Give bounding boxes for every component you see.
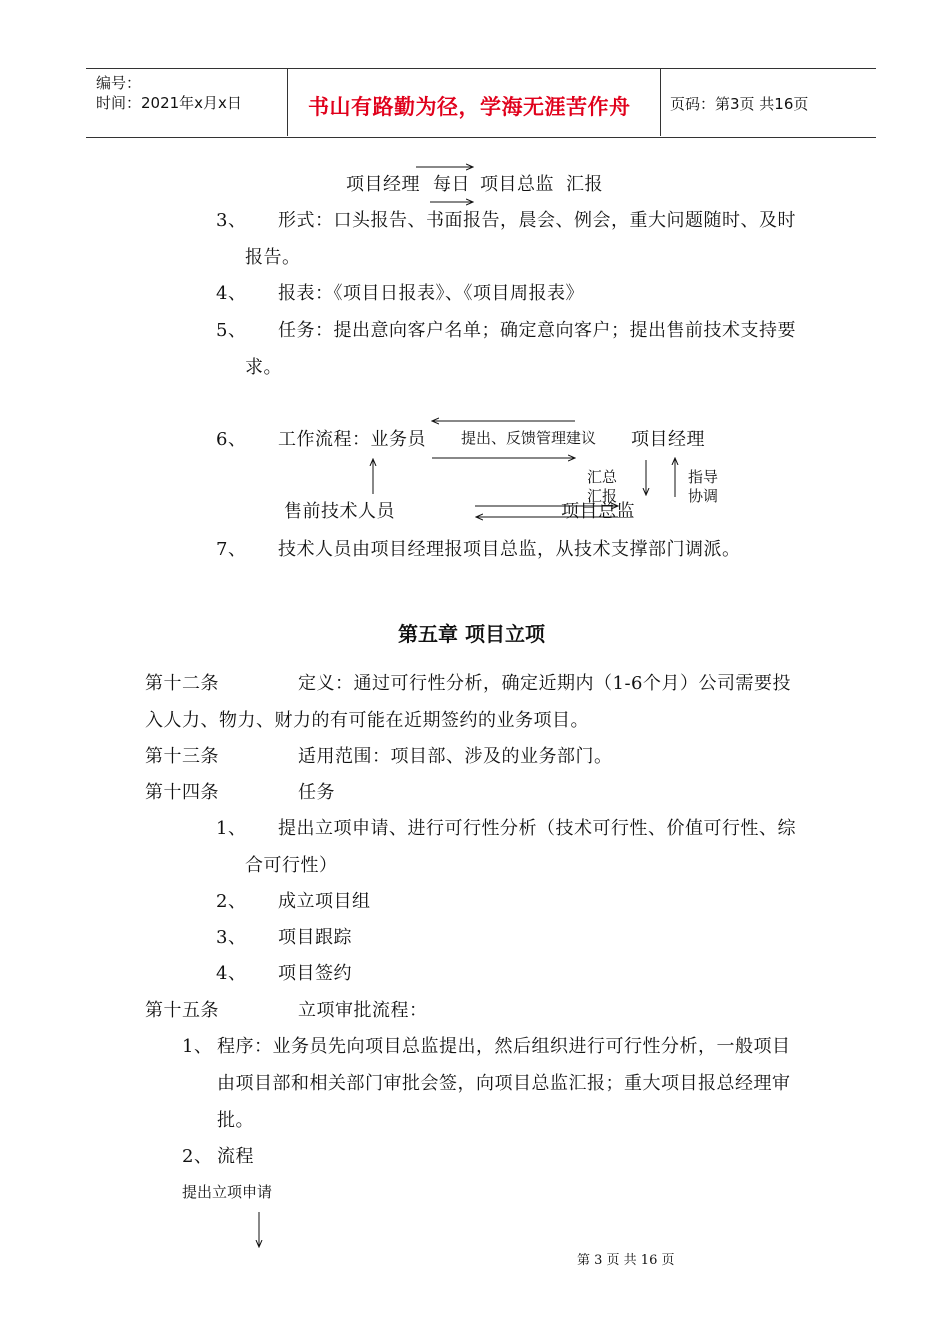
- workflow-guide: 指导: [688, 468, 719, 486]
- list-item-text: 项目签约: [278, 963, 352, 984]
- list-number: 6、: [216, 429, 247, 450]
- workflow-presales: 售前技术人员: [284, 501, 395, 522]
- doc-number-label: 编号：: [96, 74, 142, 92]
- list-number: 1、: [216, 818, 247, 839]
- article-label: 第十五条: [145, 1000, 219, 1021]
- page-indicator: 页码：第3页 共16页: [670, 95, 809, 113]
- article-text: 任务: [298, 782, 335, 803]
- workflow-summary: 汇总: [587, 468, 618, 486]
- article-label: 第十二条: [145, 673, 219, 694]
- workflow-pm: 项目经理: [631, 429, 705, 450]
- workflow-guide: 协调: [688, 487, 719, 505]
- article-text: 定义：通过可行性分析，确定近期内（1-6个月）公司需要投: [298, 673, 791, 694]
- list-item-text: 由项目部和相关部门审批会签，向项目总监汇报；重大项目报总经理审: [217, 1073, 791, 1094]
- flow-start-node: 提出立项申请: [182, 1183, 273, 1201]
- flow-pm: 项目经理: [346, 174, 420, 195]
- list-item-text: 求。: [245, 357, 282, 378]
- article-label: 第十四条: [145, 782, 219, 803]
- list-item-text: 任务：提出意向客户名单；确定意向客户；提出售前技术支持要: [278, 320, 796, 341]
- list-item-text: 形式：口头报告、书面报告，晨会、例会，重大问题随时、及时: [278, 210, 796, 231]
- list-item-text: 批。: [217, 1110, 254, 1131]
- list-item-text: 程序：业务员先向项目总监提出，然后组织进行可行性分析，一般项目: [217, 1036, 791, 1057]
- list-number: 4、: [216, 963, 247, 984]
- list-number: 3、: [216, 210, 247, 231]
- workflow-feedback: 提出、反馈管理建议: [461, 429, 597, 447]
- list-number: 2、: [216, 891, 247, 912]
- workflow-label: 工作流程：业务员: [278, 429, 426, 450]
- article-text: 立项审批流程：: [298, 1000, 428, 1021]
- list-item-text: 项目跟踪: [278, 927, 352, 948]
- doc-time-label: 时间：2021年x月x日: [96, 94, 242, 112]
- list-number: 7、: [216, 539, 247, 560]
- flow-daily: 每日: [433, 174, 470, 195]
- list-item-text: 成立项目组: [278, 891, 371, 912]
- list-number: 5、: [216, 320, 247, 341]
- chapter-title: 第五章 项目立项: [398, 622, 545, 646]
- article-label: 第十三条: [145, 746, 219, 767]
- list-item-text: 报告。: [245, 247, 301, 268]
- article-text: 适用范围：项目部、涉及的业务部门。: [298, 746, 613, 767]
- flow-director: 项目总监: [480, 174, 554, 195]
- list-number: 2、: [182, 1146, 213, 1167]
- article-text: 入人力、物力、财力的有可能在近期签约的业务项目。: [145, 710, 589, 731]
- list-item-text: 提出立项申请、进行可行性分析（技术可行性、价值可行性、综: [278, 818, 796, 839]
- workflow-director: 项目总监: [561, 501, 635, 522]
- header-motto: 书山有路勤为径，学海无涯苦作舟: [308, 95, 631, 119]
- workflow-summary: 汇报: [587, 487, 618, 505]
- page-footer: 第 3 页 共 16 页: [577, 1253, 675, 1268]
- list-item-text: 流程: [217, 1146, 254, 1167]
- list-number: 1、: [182, 1036, 213, 1057]
- list-number: 4、: [216, 283, 247, 304]
- list-item-text: 技术人员由项目经理报项目总监，从技术支撑部门调派。: [278, 539, 741, 560]
- flow-report: 汇报: [566, 174, 603, 195]
- list-number: 3、: [216, 927, 247, 948]
- list-item-text: 报表：《项目日报表》、《项目周报表》: [278, 283, 584, 304]
- list-item-text: 合可行性）: [245, 855, 338, 876]
